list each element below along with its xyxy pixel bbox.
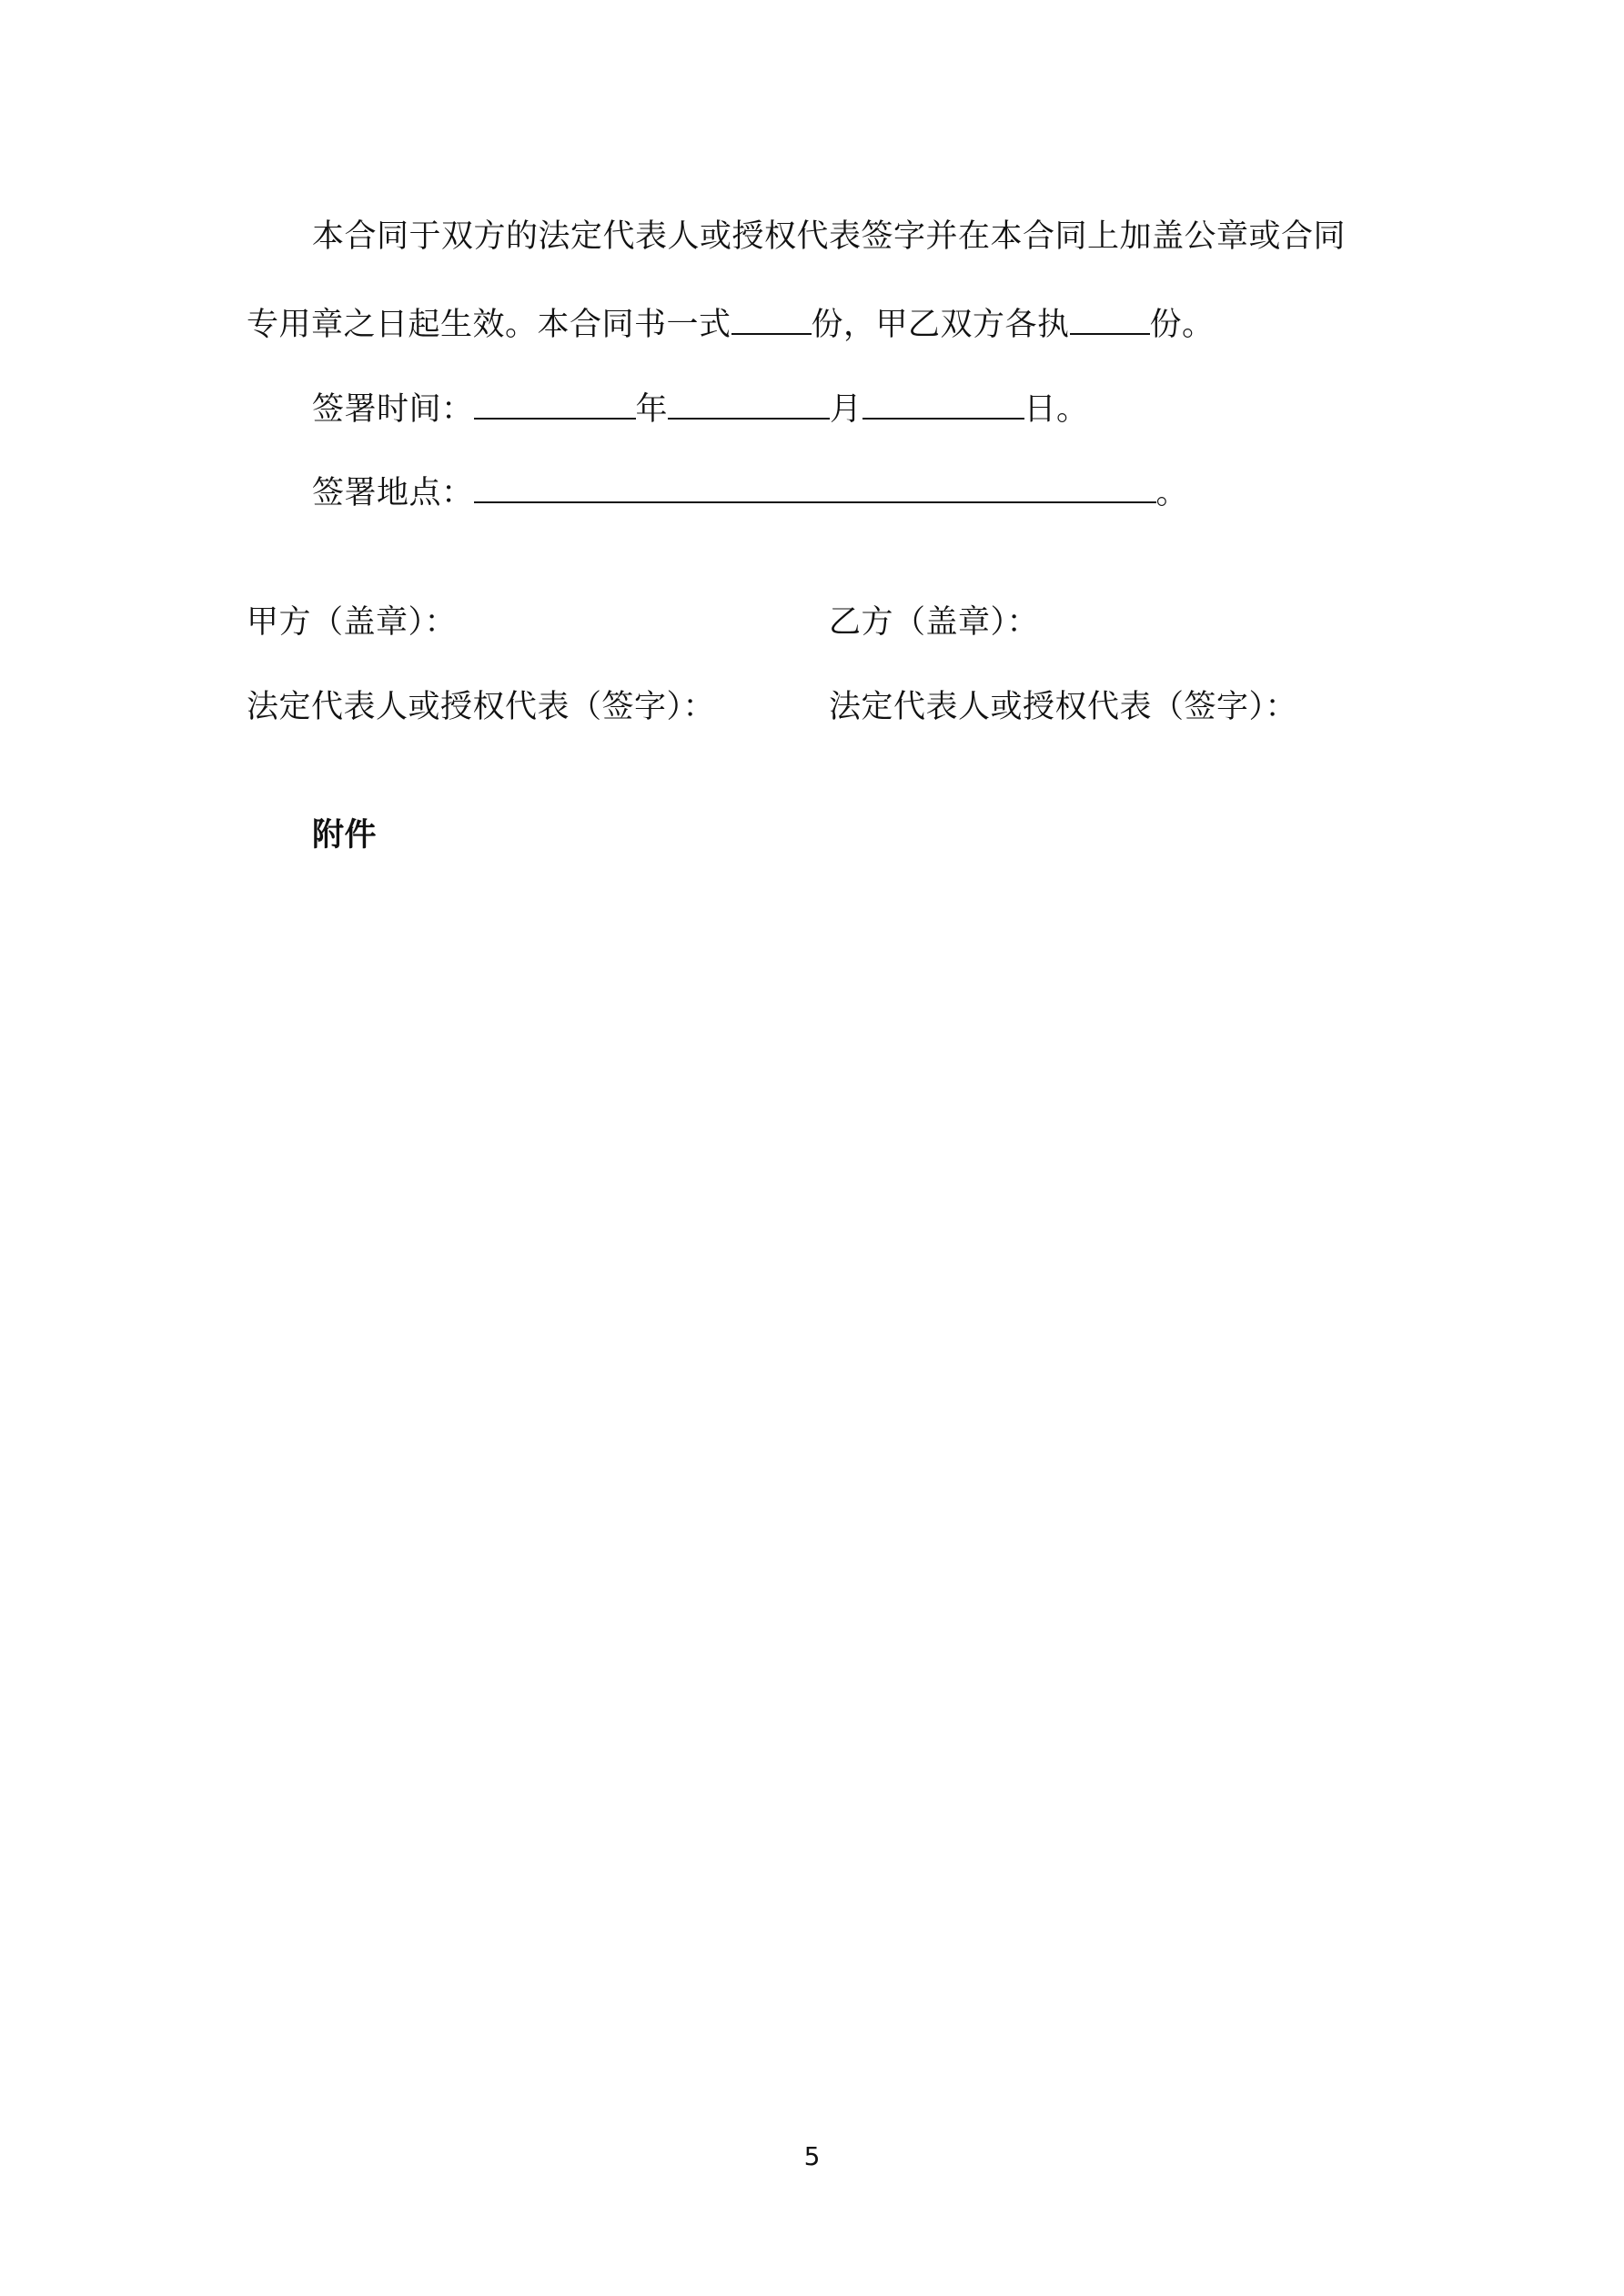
party-b-rep — [829, 689, 1297, 725]
sign-day-unit: 日。 — [1024, 391, 1089, 428]
sign-year-blank[interactable] — [474, 392, 636, 420]
party-a-seal-label: 甲方（盖章）： — [247, 604, 458, 641]
sign-place-label: 签署地点： — [312, 475, 474, 511]
attachment-heading-text: 附件 — [312, 817, 378, 854]
sign-day-blank[interactable] — [862, 392, 1024, 420]
party-a-rep — [247, 689, 715, 725]
paragraph-text-2a: 专用章之日起生效。本合同书一式 — [247, 307, 731, 343]
party-b-rep-label: 法定代表人或授权代表（签字）： — [829, 689, 1298, 725]
sign-time-line — [312, 391, 1089, 428]
paragraph-text-1: 本合同于双方的法定代表人或授权代表签字并在本合同上加盖公章或合同 — [312, 218, 1347, 255]
sign-month-unit: 月 — [830, 391, 862, 428]
party-a-seal — [247, 604, 457, 641]
sign-place-blank[interactable] — [474, 476, 1156, 503]
party-b-seal-label: 乙方（盖章）： — [829, 604, 1040, 641]
sign-place-end: 。 — [1155, 475, 1189, 511]
sign-year-unit: 年 — [635, 391, 669, 428]
sign-time-label: 签署时间： — [312, 391, 474, 428]
sign-place-line — [312, 475, 1188, 511]
party-a-rep-label: 法定代表人或授权代表（签字）： — [247, 689, 716, 725]
sign-month-blank[interactable] — [668, 392, 830, 420]
attachment-heading — [312, 817, 377, 854]
copies-each-blank[interactable] — [1070, 308, 1150, 335]
party-b-seal — [829, 604, 1039, 641]
paragraph-text-2c: 份。 — [1149, 307, 1215, 343]
copies-total-blank[interactable] — [731, 308, 812, 335]
page-number: 5 — [803, 2141, 821, 2171]
paragraph-line-1 — [312, 218, 1346, 255]
paragraph-text-2b: 份，甲乙双方各执 — [811, 307, 1070, 343]
paragraph-line-2 — [247, 307, 1215, 343]
